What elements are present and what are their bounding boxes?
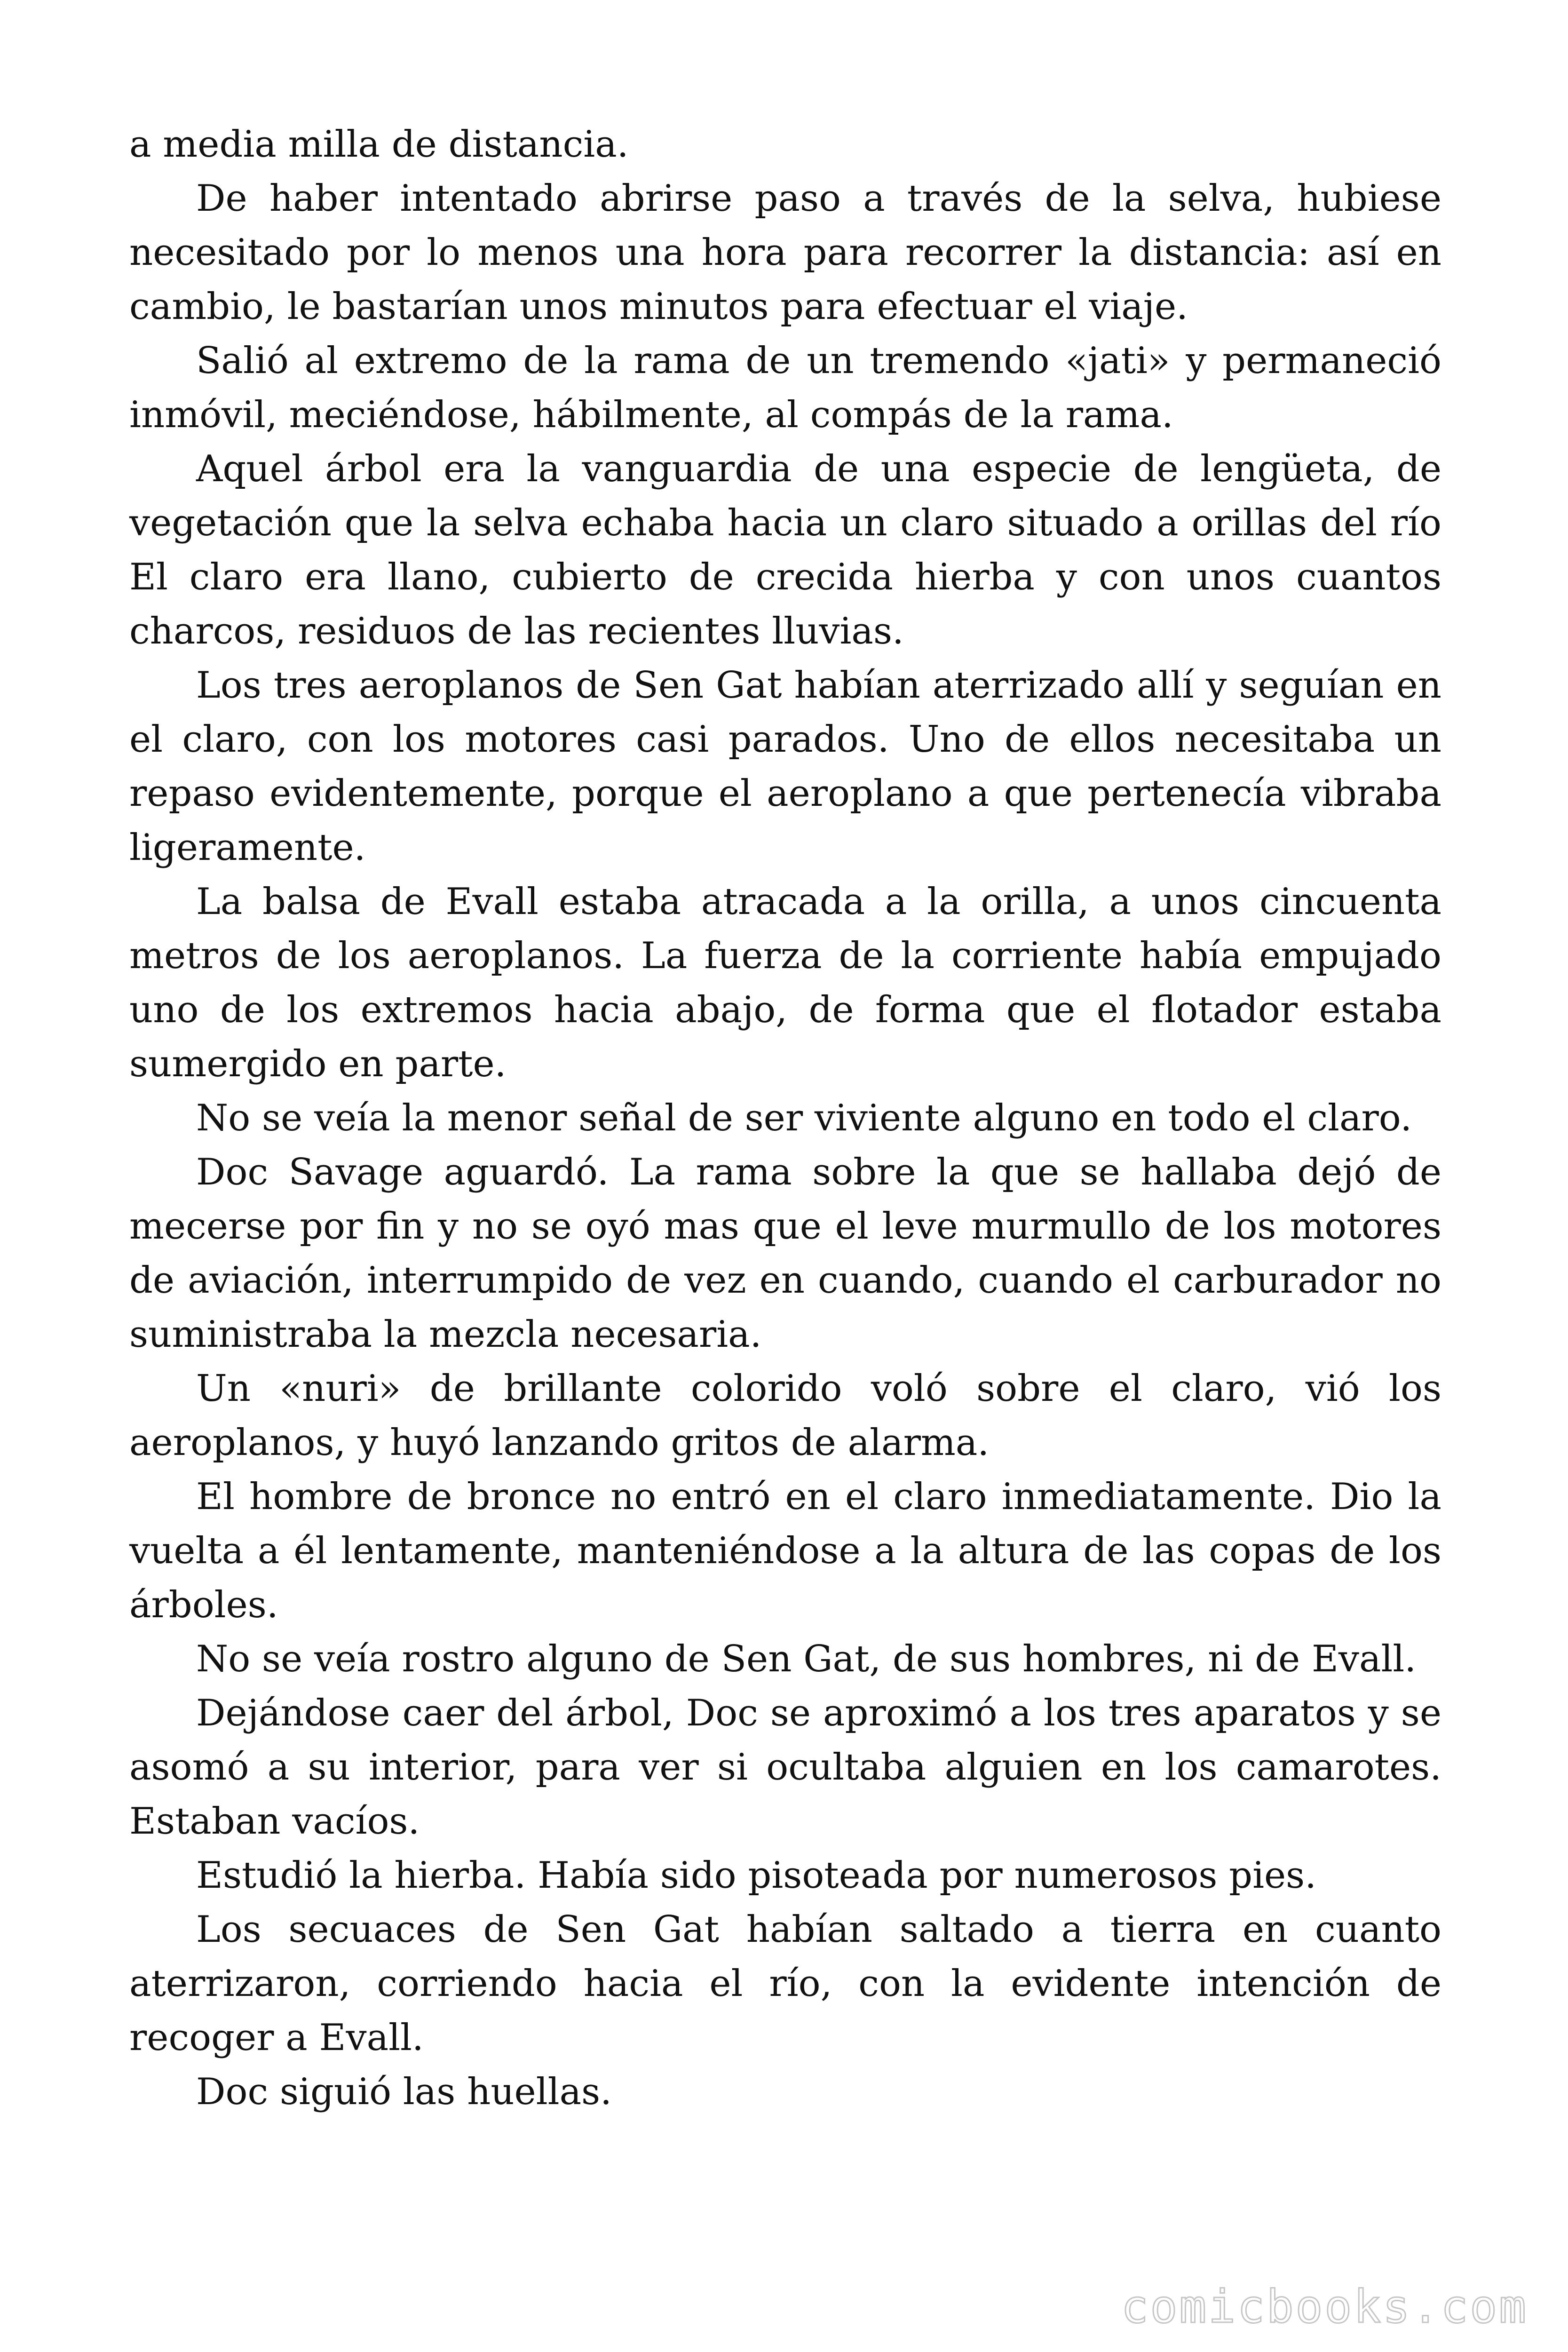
body-text [129,118,1441,2119]
watermark: comicbooks.com [1121,2280,1528,2333]
paragraph: De haber intentado abrirse paso a través de la selva, hubiese necesitado por lo menos una hora para recorrer la distancia: así en cambio, le bastarían unos minutos para efectuar el viaje. [129,177,1441,328]
paragraph: El hombre de bronce no entró en el claro inmediatamente. Dio la vuelta a él lentamente, manteniéndose a la altura de las copas de los árboles. [129,1476,1441,1626]
paragraph: Salió al extremo de la rama de un tremendo «jati» y permaneció inmóvil, meciéndose, hábilmente, al compás de la rama. [129,340,1441,436]
paragraph: Un «nuri» de brillante colorido voló sobre el claro, vió los aeroplanos, y huyó lanzando gritos de alarma. [129,1367,1441,1464]
paragraph: La balsa de Evall estaba atracada a la orilla, a unos cincuenta metros de los aeroplanos. La fuerza de la corriente había empujado uno de los extremos hacia abajo, de forma que el flotador estaba sumergido en parte. [129,881,1441,1085]
paragraph: No se veía la menor señal de ser viviente alguno en todo el claro. [196,1097,1412,1139]
paragraph: Aquel árbol era la vanguardia de una especie de lengüeta, de vegetación que la selva echaba hacia un claro situado a orillas del río El claro era llano, cubierto de crecida hierba y con unos cuantos charcos, residuos de las recientes lluvias. [129,448,1441,652]
paragraph: Doc siguió las huellas. [196,2071,612,2113]
paragraph: No se veía rostro alguno de Sen Gat, de sus hombres, ni de Evall. [196,1638,1417,1680]
paragraph: Doc Savage aguardó. La rama sobre la que se hallaba dejó de mecerse por fin y no se oyó mas que el leve murmullo de los motores de aviación, interrumpido de vez en cuando, cuando el carburador no suministraba la mezcla necesaria. [129,1151,1441,1356]
paragraph: Los tres aeroplanos de Sen Gat habían aterrizado allí y seguían en el claro, con los motores casi parados. Uno de ellos necesitaba un repaso evidentemente, porque el aeroplano a que pertenecía vibraba ligeramente. [129,664,1441,869]
paragraph: Dejándose caer del árbol, Doc se aproximó a los tres aparatos y se asomó a su interior, para ver si ocultaba alguien en los camarotes. Estaban vacíos. [129,1692,1441,1843]
paragraph: Los secuaces de Sen Gat habían saltado a tierra en cuanto aterrizaron, corriendo hacia el río, con la evidente intención de recoger a Evall. [129,1908,1441,2059]
paragraph: a media milla de distancia. [129,123,629,166]
paragraph: Estudió la hierba. Había sido pisoteada por numerosos pies. [196,1854,1317,1897]
